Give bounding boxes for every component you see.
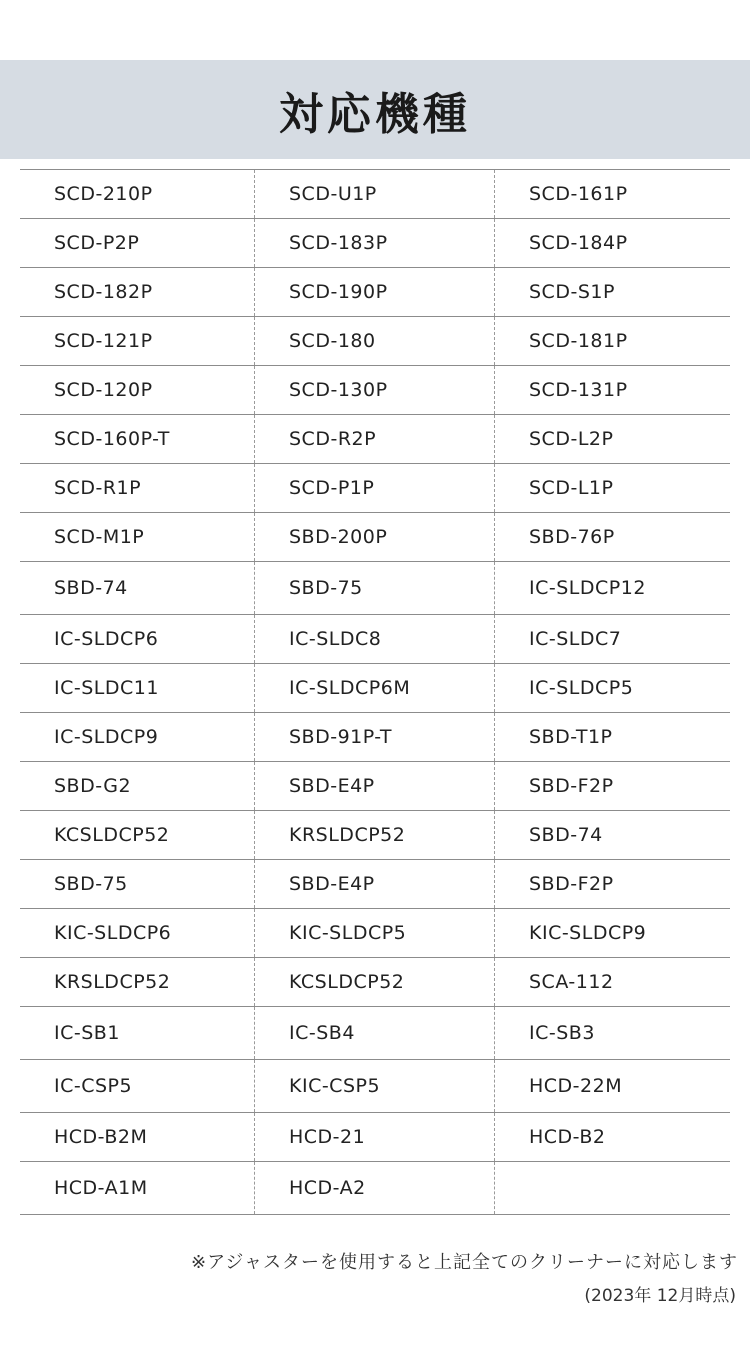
model-cell: IC-SLDCP6M <box>255 664 495 712</box>
model-cell: IC-SLDC7 <box>529 628 622 650</box>
model-cell: SBD-F2P <box>529 775 614 797</box>
model-cell: SBD-G2 <box>20 762 255 810</box>
model-cell: HCD-22M <box>529 1075 623 1097</box>
model-cell: SCD-U1P <box>255 170 495 218</box>
model-cell: SCD-131P <box>529 379 628 401</box>
table-row <box>20 366 730 415</box>
model-cell: SCD-180 <box>255 317 495 365</box>
model-cell: HCD-B2 <box>529 1126 606 1148</box>
table-row <box>20 219 730 268</box>
table-row <box>20 958 730 1007</box>
table-row <box>20 762 730 811</box>
table-row <box>20 562 730 615</box>
table-row <box>20 1113 730 1162</box>
model-cell: SCD-R2P <box>255 415 495 463</box>
model-cell: IC-CSP5 <box>20 1060 255 1112</box>
model-cell: IC-SLDCP5 <box>529 677 634 699</box>
model-cell: SBD-74 <box>20 562 255 614</box>
model-cell: SCD-P2P <box>20 219 255 267</box>
model-cell: IC-SLDCP6 <box>20 615 255 663</box>
model-cell: SCD-S1P <box>529 281 615 303</box>
model-cell: IC-SLDCP12 <box>529 577 646 599</box>
model-cell: IC-SB4 <box>255 1007 495 1059</box>
page-title: 対応機種 <box>279 88 471 140</box>
table-row <box>20 268 730 317</box>
model-cell: IC-SLDCP9 <box>20 713 255 761</box>
model-cell: SCD-130P <box>255 366 495 414</box>
model-cell: HCD-B2M <box>20 1113 255 1161</box>
model-cell: IC-SLDC11 <box>20 664 255 712</box>
model-cell: HCD-A2 <box>255 1162 495 1214</box>
table-row <box>20 170 730 219</box>
model-cell: SCD-190P <box>255 268 495 316</box>
model-cell: KCSLDCP52 <box>20 811 255 859</box>
model-cell: SCD-181P <box>529 330 628 352</box>
model-cell <box>495 1162 730 1214</box>
table-row <box>20 317 730 366</box>
model-cell: KIC-SLDCP5 <box>255 909 495 957</box>
table-row <box>20 664 730 713</box>
model-cell: SCA-112 <box>529 971 614 993</box>
model-cell: SCD-L2P <box>529 428 614 450</box>
table-row <box>20 415 730 464</box>
model-cell: SCD-183P <box>255 219 495 267</box>
model-cell: IC-SB1 <box>20 1007 255 1059</box>
model-cell: SCD-L1P <box>529 477 614 499</box>
model-cell: SBD-75 <box>255 562 495 614</box>
table-row <box>20 464 730 513</box>
table-row <box>20 909 730 958</box>
adjuster-note: ※アジャスターを使用すると上記全てのクリーナーに対応します <box>191 1252 738 1273</box>
table-row <box>20 713 730 762</box>
model-cell: HCD-21 <box>255 1113 495 1161</box>
model-cell: SCD-161P <box>529 183 628 205</box>
model-cell: SCD-120P <box>20 366 255 414</box>
table-row <box>20 615 730 664</box>
model-cell: SCD-121P <box>20 317 255 365</box>
table-row <box>20 1007 730 1060</box>
model-cell: SCD-182P <box>20 268 255 316</box>
model-cell: SCD-M1P <box>20 513 255 561</box>
model-cell: HCD-A1M <box>20 1162 255 1214</box>
model-cell: SCD-184P <box>529 232 628 254</box>
model-cell: KRSLDCP52 <box>20 958 255 1006</box>
model-cell: SBD-E4P <box>255 762 495 810</box>
table-row <box>20 860 730 909</box>
table-row <box>20 1060 730 1113</box>
table-row <box>20 513 730 562</box>
model-cell: SBD-75 <box>20 860 255 908</box>
model-cell: IC-SB3 <box>529 1022 595 1044</box>
model-cell: KIC-SLDCP6 <box>20 909 255 957</box>
title-banner <box>0 60 750 159</box>
model-cell: SBD-91P-T <box>255 713 495 761</box>
model-cell: SBD-76P <box>529 526 615 548</box>
table-row <box>20 811 730 860</box>
model-cell: SCD-210P <box>20 170 255 218</box>
table-row <box>20 1162 730 1215</box>
date-note: (2023年 12月時点) <box>584 1286 736 1306</box>
model-cell: SBD-200P <box>255 513 495 561</box>
model-cell: KRSLDCP52 <box>255 811 495 859</box>
model-cell: SCD-P1P <box>255 464 495 512</box>
model-cell: KCSLDCP52 <box>255 958 495 1006</box>
model-cell: SBD-74 <box>529 824 603 846</box>
model-cell: KIC-SLDCP9 <box>529 922 647 944</box>
model-cell: SBD-T1P <box>529 726 613 748</box>
model-cell: SBD-E4P <box>255 860 495 908</box>
model-cell: SCD-R1P <box>20 464 255 512</box>
model-table <box>20 169 730 1215</box>
model-cell: IC-SLDC8 <box>255 615 495 663</box>
model-cell: SBD-F2P <box>529 873 614 895</box>
model-cell: KIC-CSP5 <box>255 1060 495 1112</box>
model-cell: SCD-160P-T <box>20 415 255 463</box>
